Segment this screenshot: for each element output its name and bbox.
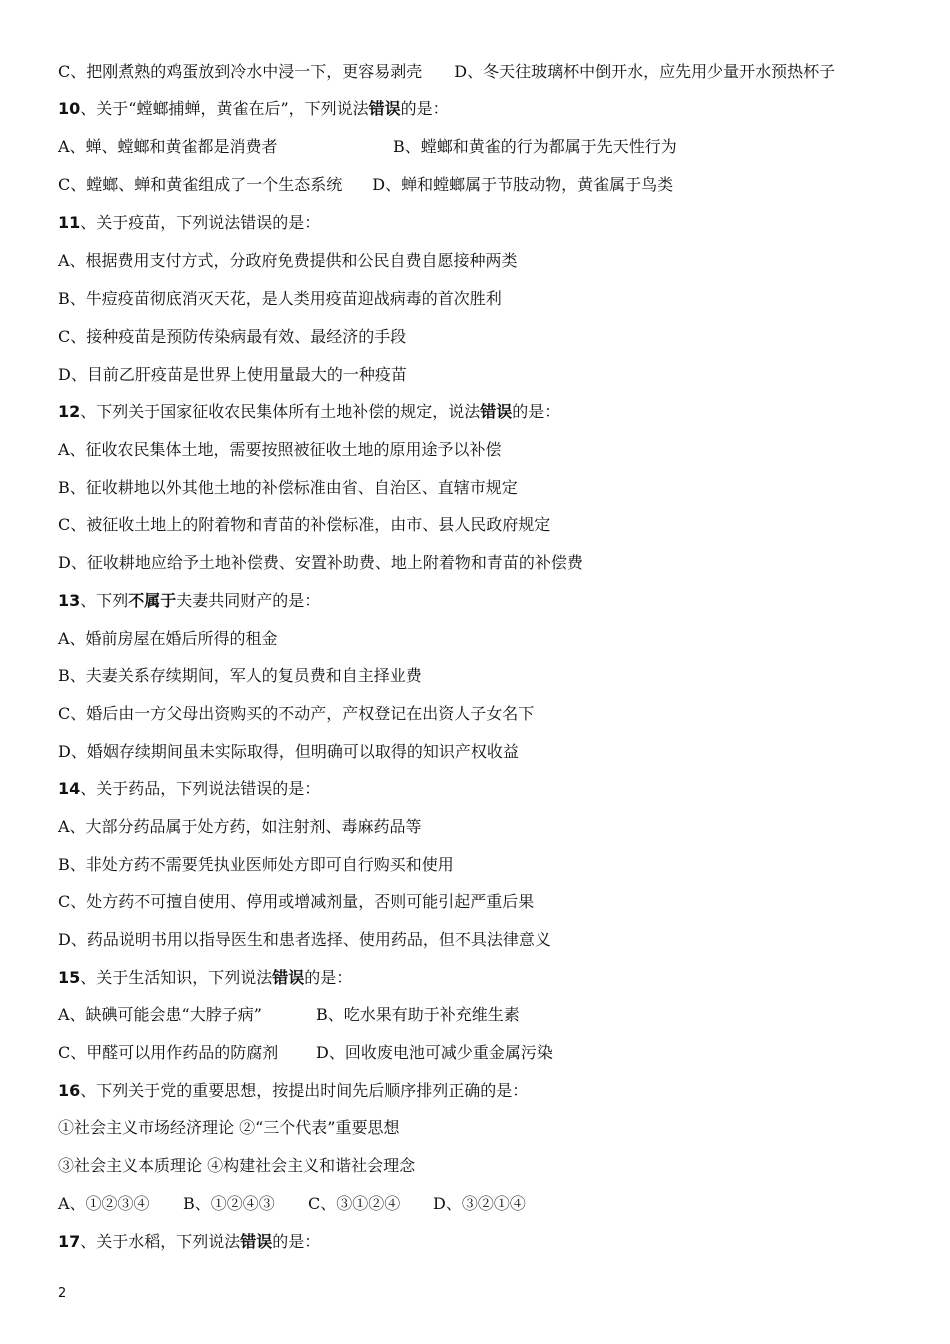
option-d: D、目前乙肝疫苗是世界上使用量最大的一种疫苗 <box>58 365 407 384</box>
question-text-end: 的是： <box>304 968 353 987</box>
option-b: B、征收耕地以外其他土地的补偿标准由省、自治区、直辖市规定 <box>58 478 518 497</box>
option-line <box>58 62 835 82</box>
option-line <box>58 1005 520 1025</box>
option-c: C、处方药不可擅自使用、停用或增减剂量，否则可能引起严重后果 <box>58 892 535 911</box>
question-text: 、下列关于党的重要思想，按提出时间先后顺序排列正确的是： <box>80 1081 529 1100</box>
option-a: A、征收农民集体土地，需要按照被征收土地的原用途予以补偿 <box>58 440 502 459</box>
question-number: 16 <box>58 1081 81 1100</box>
question-text: 、关于“螳螂捕蝉，黄雀在后”，下列说法 <box>80 99 369 118</box>
question-12 <box>58 402 560 422</box>
option-a: A、蝉、螳螂和黄雀都是消费者 <box>58 137 278 156</box>
question-text-end: 夫妻共同财产的是： <box>176 591 321 610</box>
question-14 <box>58 779 320 799</box>
question-text: 、关于药品，下列说法错误的是： <box>80 779 321 798</box>
option-a: A、婚前房屋在婚后所得的租金 <box>58 629 278 648</box>
page-number: 2 <box>58 1286 67 1301</box>
option-d: D、回收废电池可减少重金属污染 <box>316 1043 553 1062</box>
emphasis: 错误 <box>480 402 513 421</box>
option-d: D、征收耕地应给予土地补偿费、安置补助费、地上附着物和青苗的补偿费 <box>58 553 583 572</box>
question-text: 、关于生活知识，下列说法 <box>80 968 273 987</box>
question-number: 10 <box>58 99 81 118</box>
question-number: 15 <box>58 968 81 987</box>
option-c: C、甲醛可以用作药品的防腐剂 <box>58 1043 279 1062</box>
option-c: C、③①②④ <box>308 1194 401 1213</box>
question-17 <box>58 1232 320 1252</box>
question-text: 、下列 <box>80 591 129 610</box>
emphasis: 不属于 <box>128 591 177 610</box>
question-text-end: 的是： <box>272 1232 321 1251</box>
question-10 <box>58 99 449 119</box>
question-number: 11 <box>58 213 81 232</box>
statement-line: ①社会主义市场经济理论 ②“三个代表”重要思想 <box>58 1118 400 1137</box>
question-11 <box>58 213 320 233</box>
option-d: D、蝉和螳螂属于节肢动物，黄雀属于鸟类 <box>372 175 674 194</box>
option-c: C、婚后由一方父母出资购买的不动产，产权登记在出资人子女名下 <box>58 704 535 723</box>
emphasis: 错误 <box>272 968 305 987</box>
option-d: D、冬天往玻璃杯中倒开水，应先用少量开水预热杯子 <box>454 62 836 81</box>
question-number: 14 <box>58 779 81 798</box>
question-number: 17 <box>58 1232 81 1251</box>
option-b: B、螳螂和黄雀的行为都属于先天性行为 <box>393 137 677 156</box>
emphasis: 错误 <box>368 99 401 118</box>
statement-line: ③社会主义本质理论 ④构建社会主义和谐社会理念 <box>58 1156 416 1175</box>
option-c: C、螳螂、蝉和黄雀组成了一个生态系统 <box>58 175 343 194</box>
question-text-end: 的是： <box>400 99 449 118</box>
option-line <box>58 1194 526 1214</box>
option-c: C、被征收土地上的附着物和青苗的补偿标准，由市、县人民政府规定 <box>58 515 551 534</box>
option-a: A、缺碘可能会患“大脖子病” <box>58 1005 262 1024</box>
option-b: B、牛痘疫苗彻底消灭天花，是人类用疫苗迎战病毒的首次胜利 <box>58 289 502 308</box>
option-b: B、吃水果有助于补充维生素 <box>316 1005 520 1024</box>
option-c: C、把刚煮熟的鸡蛋放到冷水中浸一下，更容易剥壳 <box>58 62 423 81</box>
option-d: D、③②①④ <box>433 1194 526 1213</box>
question-number: 13 <box>58 591 81 610</box>
question-15 <box>58 968 352 988</box>
question-text: 、关于疫苗，下列说法错误的是： <box>80 213 321 232</box>
option-b: B、非处方药不需要凭执业医师处方即可自行购买和使用 <box>58 855 454 874</box>
question-text-end: 的是： <box>512 402 561 421</box>
option-a: A、大部分药品属于处方药，如注射剂、毒麻药品等 <box>58 817 422 836</box>
question-text: 、关于水稻，下列说法 <box>80 1232 241 1251</box>
option-line <box>58 1043 553 1063</box>
option-b: B、夫妻关系存续期间，军人的复员费和自主择业费 <box>58 666 422 685</box>
option-a: A、①②③④ <box>58 1194 150 1213</box>
question-16 <box>58 1081 528 1101</box>
question-13 <box>58 591 320 611</box>
question-text: 、下列关于国家征收农民集体所有土地补偿的规定，说法 <box>80 402 481 421</box>
question-number: 12 <box>58 402 81 421</box>
option-line <box>58 175 673 195</box>
emphasis: 错误 <box>240 1232 273 1251</box>
option-line <box>58 137 677 157</box>
option-d: D、药品说明书用以指导医生和患者选择、使用药品，但不具法律意义 <box>58 930 551 949</box>
option-a: A、根据费用支付方式，分政府免费提供和公民自费自愿接种两类 <box>58 251 518 270</box>
option-c: C、接种疫苗是预防传染病最有效、最经济的手段 <box>58 327 407 346</box>
option-b: B、①②④③ <box>183 1194 275 1213</box>
option-d: D、婚姻存续期间虽未实际取得，但明确可以取得的知识产权收益 <box>58 742 519 761</box>
